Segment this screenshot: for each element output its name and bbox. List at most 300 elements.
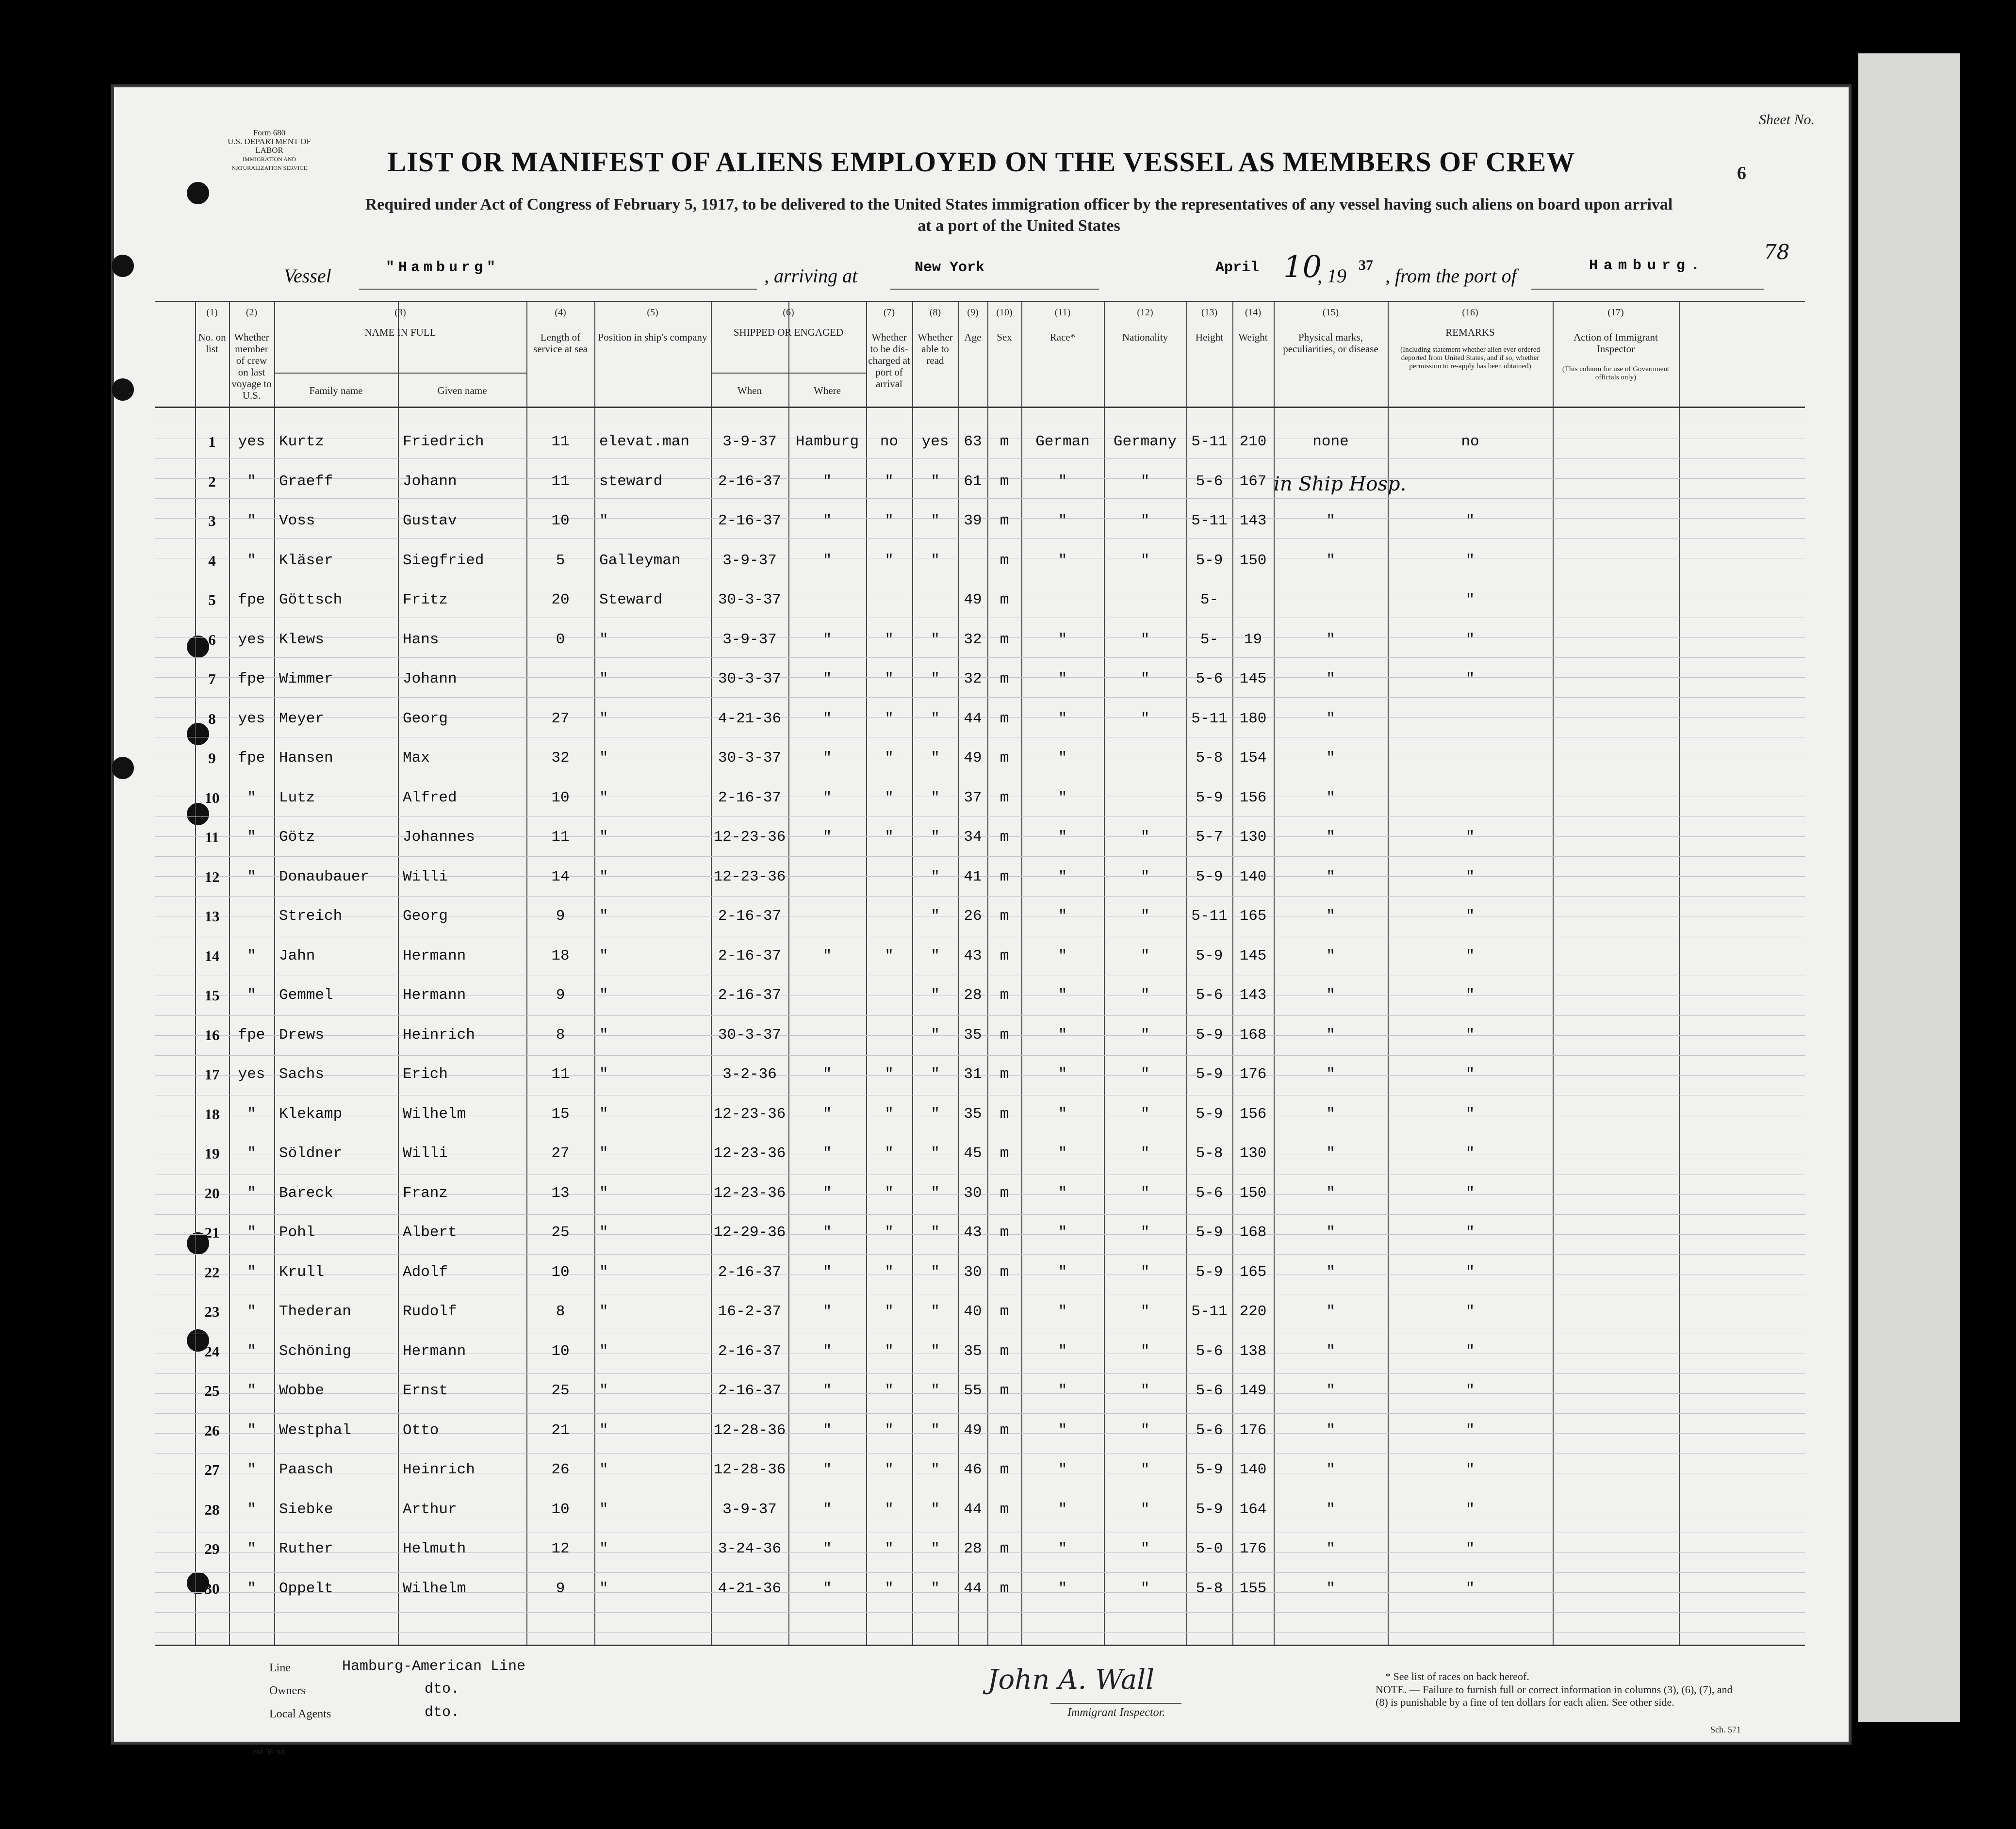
cell-position: "	[599, 1540, 608, 1557]
cell-marks: "	[1326, 1066, 1335, 1083]
cell-given: Siegfried	[403, 552, 484, 569]
cell-nationality: "	[1140, 1066, 1150, 1083]
cell-height: 5-6	[1196, 1342, 1223, 1360]
table-row	[155, 1145, 1679, 1174]
binder-hole	[112, 255, 134, 277]
cell-sex: m	[1000, 591, 1009, 608]
column-header: Age	[964, 331, 982, 343]
cell-weight: 154	[1239, 750, 1267, 767]
cell-sex: m	[1000, 1184, 1009, 1202]
cell-discharged: "	[885, 1421, 894, 1439]
cell-no: 19	[204, 1145, 220, 1162]
cell-family: Kurtz	[279, 433, 325, 450]
port-underline	[890, 289, 1099, 290]
column-number: (9)	[967, 307, 979, 318]
cell-when: 30-3-37	[718, 750, 782, 767]
cell-given: Adolf	[403, 1263, 448, 1281]
cell-crew: fpe	[238, 670, 265, 687]
cell-given: Heinrich	[403, 1026, 475, 1044]
cell-height: 5-9	[1196, 1461, 1223, 1478]
cell-read: "	[931, 829, 940, 846]
cell-discharged: "	[885, 1145, 894, 1162]
cell-height: 5-11	[1191, 908, 1228, 925]
column-number: (12)	[1137, 307, 1153, 318]
cell-where: "	[822, 1066, 832, 1083]
cell-weight: 19	[1244, 631, 1262, 648]
cell-race: "	[1058, 908, 1067, 925]
table-row	[155, 750, 1679, 779]
cell-remarks: "	[1465, 552, 1475, 569]
cell-remarks: "	[1465, 1066, 1475, 1083]
from-underline	[1531, 289, 1764, 290]
cell-sex: m	[1000, 1105, 1009, 1123]
cell-marks: "	[1326, 908, 1335, 925]
vessel-underline	[359, 289, 757, 290]
cell-where: "	[822, 1501, 832, 1518]
cell-discharged: "	[885, 1066, 894, 1083]
cell-height: 5-9	[1196, 1224, 1223, 1241]
cell-position: "	[599, 868, 608, 885]
cell-age: 55	[964, 1382, 982, 1399]
cell-sex: m	[1000, 789, 1009, 806]
cell-race: "	[1058, 1303, 1067, 1320]
table-row	[155, 670, 1679, 700]
cell-weight: 145	[1239, 947, 1267, 964]
cell-remarks: "	[1465, 591, 1475, 608]
footer-rule	[155, 1645, 1805, 1646]
cell-weight: 165	[1239, 1263, 1267, 1281]
line-value: Hamburg-American Line	[342, 1658, 526, 1675]
cell-marks: "	[1326, 1145, 1335, 1162]
cell-crew: "	[247, 552, 256, 569]
ruled-line	[155, 1214, 1805, 1215]
cell-age: 35	[964, 1105, 982, 1123]
cell-race: "	[1058, 1540, 1067, 1557]
cell-age: 31	[964, 1066, 982, 1083]
table-row	[155, 1264, 1679, 1293]
cell-nationality: "	[1140, 1026, 1150, 1044]
cell-service: 10	[551, 1501, 570, 1518]
cell-when: 2-16-37	[718, 908, 782, 925]
subheader-when: When	[737, 385, 762, 396]
cell-no: 13	[204, 908, 220, 925]
cell-sex: m	[1000, 1382, 1009, 1399]
cell-read: "	[931, 1105, 940, 1123]
cell-crew: "	[247, 1342, 256, 1360]
cell-height: 5-8	[1196, 1145, 1223, 1162]
cell-read: "	[931, 512, 940, 529]
cell-weight: 167	[1239, 473, 1267, 490]
cell-nationality: "	[1140, 1461, 1150, 1478]
cell-no: 7	[208, 670, 216, 687]
cell-height: 5-7	[1196, 829, 1223, 846]
cell-service: 26	[551, 1461, 570, 1478]
cell-marks: "	[1326, 750, 1335, 767]
cell-remarks: "	[1465, 868, 1475, 885]
cell-when: 12-23-36	[713, 1145, 786, 1162]
cell-remarks: "	[1465, 1580, 1475, 1597]
cell-where: "	[822, 947, 832, 964]
cell-sex: m	[1000, 1026, 1009, 1044]
cell-crew: yes	[238, 631, 265, 648]
cell-race: "	[1058, 1026, 1067, 1044]
cell-weight: 180	[1239, 710, 1267, 727]
cell-marks: "	[1326, 631, 1335, 648]
cell-crew: "	[247, 1145, 256, 1162]
cell-race: "	[1058, 473, 1067, 490]
cell-marks: "	[1326, 1580, 1335, 1597]
cell-discharged: "	[885, 473, 894, 490]
cell-when: 2-16-37	[718, 789, 782, 806]
cell-given: Willi	[403, 1145, 448, 1162]
cell-nationality: "	[1140, 512, 1150, 529]
table-row	[155, 552, 1679, 581]
cell-marks: "	[1326, 512, 1335, 529]
cell-when: 3-24-36	[718, 1540, 782, 1557]
cell-nationality: "	[1140, 1224, 1150, 1241]
cell-when: 2-16-37	[718, 512, 782, 529]
cell-service: 8	[556, 1026, 565, 1044]
cell-remarks: "	[1465, 1501, 1475, 1518]
column-header: Action of Immigrant Inspector	[1573, 331, 1658, 355]
column-header: Sex	[997, 331, 1012, 343]
cell-given: Franz	[403, 1184, 448, 1202]
cell-race: "	[1058, 552, 1067, 569]
cell-height: 5-0	[1196, 1540, 1223, 1557]
cell-height: 5-8	[1196, 750, 1223, 767]
cell-no: 16	[204, 1026, 220, 1044]
cell-age: 41	[964, 868, 982, 885]
sheet-number: 6	[1737, 163, 1746, 183]
cell-position: Galleyman	[599, 552, 681, 569]
cell-no: 6	[208, 631, 216, 648]
cell-remarks: "	[1465, 1145, 1475, 1162]
cell-family: Westphal	[279, 1421, 351, 1439]
cell-crew: "	[247, 1303, 256, 1320]
cell-where: "	[822, 789, 832, 806]
cell-weight: 165	[1239, 908, 1267, 925]
cell-given: Johannes	[403, 829, 475, 846]
cell-sex: m	[1000, 1461, 1009, 1478]
cell-crew: "	[247, 1421, 256, 1439]
cell-sex: m	[1000, 631, 1009, 648]
cell-read: "	[931, 1382, 940, 1399]
cell-read: "	[931, 987, 940, 1004]
cell-position: Steward	[599, 591, 663, 608]
table-row	[155, 473, 1679, 502]
cell-read: yes	[921, 433, 949, 450]
table-row	[155, 1422, 1679, 1451]
cell-given: Fritz	[403, 591, 448, 608]
table-row	[155, 1106, 1679, 1135]
cell-service: 11	[551, 433, 570, 450]
cell-where: "	[822, 473, 832, 490]
cell-weight: 176	[1239, 1540, 1267, 1557]
subheader-rule	[274, 373, 526, 374]
cell-when: 2-16-37	[718, 1382, 782, 1399]
cell-age: 26	[964, 908, 982, 925]
cell-position: "	[599, 1263, 608, 1281]
cell-given: Otto	[403, 1421, 439, 1439]
cell-race: "	[1058, 1224, 1067, 1241]
cell-height: 5-6	[1196, 1382, 1223, 1399]
cell-crew: yes	[238, 1066, 265, 1083]
column-header: Weight	[1238, 331, 1268, 343]
cell-age: 35	[964, 1026, 982, 1044]
cell-height: 5-6	[1196, 473, 1223, 490]
cell-age: 46	[964, 1461, 982, 1478]
cell-service: 0	[556, 631, 565, 648]
column-header: Whether able to read	[918, 331, 953, 366]
table-row	[155, 1461, 1679, 1490]
cell-family: Voss	[279, 512, 315, 529]
cell-remarks: "	[1465, 1224, 1475, 1241]
ruled-line	[155, 1572, 1805, 1573]
cell-height: 5-9	[1196, 1501, 1223, 1518]
cell-weight: 168	[1239, 1026, 1267, 1044]
binder-hole	[187, 182, 209, 204]
cell-given: Georg	[403, 710, 448, 727]
cell-age: 43	[964, 947, 982, 964]
subheader-family: Family name	[309, 385, 363, 396]
column-header: Position in ship's company	[598, 331, 707, 343]
cell-height: 5-	[1200, 591, 1219, 608]
cell-remarks: no	[1461, 433, 1479, 450]
column-number: (13)	[1201, 307, 1218, 318]
cell-marks: "	[1326, 1501, 1335, 1518]
cell-family: Bareck	[279, 1184, 333, 1202]
cell-age: 28	[964, 1540, 982, 1557]
penalty-note: NOTE. — Failure to furnish full or correct information in columns (3), (6), (7), and (8) is punishable by a fine of ten dollars for each alien. See other side.	[1376, 1683, 1733, 1708]
cell-sex: m	[1000, 1421, 1009, 1439]
cell-crew: "	[247, 868, 256, 885]
cell-remarks: "	[1465, 947, 1475, 964]
cell-nationality: "	[1140, 829, 1150, 846]
cell-read: "	[931, 1342, 940, 1360]
cell-where: "	[822, 670, 832, 687]
cell-weight: 176	[1239, 1066, 1267, 1083]
list-number: 78	[1764, 240, 1790, 264]
cell-service: 11	[551, 829, 570, 846]
cell-sex: m	[1000, 947, 1009, 964]
cell-service: 5	[556, 552, 565, 569]
cell-race: "	[1058, 1184, 1067, 1202]
column-header: NAME IN FULL	[364, 327, 436, 338]
cell-age: 49	[964, 750, 982, 767]
table-row	[155, 1343, 1679, 1372]
cell-remarks: "	[1465, 1026, 1475, 1044]
cell-race: German	[1035, 433, 1090, 450]
from-label: , from the port of	[1385, 265, 1517, 287]
cell-no: 21	[204, 1224, 220, 1241]
departure-port: Hamburg.	[1589, 258, 1706, 274]
cell-nationality: "	[1140, 1580, 1150, 1597]
cell-read: "	[931, 1145, 940, 1162]
cell-when: 12-23-36	[713, 868, 786, 885]
cell-age: 35	[964, 1342, 982, 1360]
cell-nationality: "	[1140, 987, 1150, 1004]
cell-where: "	[822, 512, 832, 529]
cell-discharged: "	[885, 789, 894, 806]
cell-height: 5-9	[1196, 1105, 1223, 1123]
cell-weight: 210	[1239, 433, 1267, 450]
cell-when: 4-21-36	[718, 1580, 782, 1597]
cell-crew: "	[247, 512, 256, 529]
cell-weight: 140	[1239, 868, 1267, 885]
owners-label: Owners	[269, 1684, 306, 1697]
cell-when: 2-16-37	[718, 1263, 782, 1281]
cell-nationality: "	[1140, 1421, 1150, 1439]
column-number: (4)	[555, 307, 566, 318]
cell-crew: fpe	[238, 1026, 265, 1044]
cell-given: Ernst	[403, 1382, 448, 1399]
cell-discharged: "	[885, 1540, 894, 1557]
cell-family: Paasch	[279, 1461, 333, 1478]
cell-family: Wobbe	[279, 1382, 325, 1399]
column-rule	[1679, 302, 1680, 1646]
ruled-line	[155, 1632, 1805, 1633]
cell-when: 16-2-37	[718, 1303, 782, 1320]
cell-nationality: "	[1140, 670, 1150, 687]
department-name: U.S. DEPARTMENT OF LABOR	[228, 137, 311, 155]
ruled-line	[155, 1254, 1805, 1255]
cell-sex: m	[1000, 868, 1009, 885]
cell-position: "	[599, 670, 608, 687]
cell-marks: "	[1326, 552, 1335, 569]
cell-nationality: "	[1140, 1382, 1150, 1399]
cell-family: Meyer	[279, 710, 325, 727]
cell-marks: "	[1326, 1540, 1335, 1557]
cell-remarks: "	[1465, 987, 1475, 1004]
cell-race: "	[1058, 1342, 1067, 1360]
cell-nationality: Germany	[1113, 433, 1177, 450]
cell-position: steward	[599, 473, 663, 490]
cell-position: "	[599, 1501, 608, 1518]
cell-when: 12-29-36	[713, 1224, 786, 1241]
cell-read: "	[931, 1066, 940, 1083]
cell-race: "	[1058, 710, 1067, 727]
cell-discharged: "	[885, 710, 894, 727]
cell-weight: 150	[1239, 552, 1267, 569]
cell-discharged: "	[885, 512, 894, 529]
cell-weight: 164	[1239, 1501, 1267, 1518]
cell-crew: "	[247, 1184, 256, 1202]
cell-remarks: "	[1465, 512, 1475, 529]
cell-family: Götz	[279, 829, 315, 846]
cell-weight: 176	[1239, 1421, 1267, 1439]
cell-weight: 140	[1239, 1461, 1267, 1478]
cell-when: 12-28-36	[713, 1461, 786, 1478]
cell-given: Hermann	[403, 987, 466, 1004]
cell-read: "	[931, 1421, 940, 1439]
cell-marks: "	[1326, 1026, 1335, 1044]
cell-family: Söldner	[279, 1145, 343, 1162]
cell-age: 37	[964, 789, 982, 806]
ruled-line	[155, 1612, 1805, 1613]
cell-crew: "	[247, 1540, 256, 1557]
remarks-note: (Including statement whether alien ever ordered deported from United States, and if so, whether permission to re-apply has been obtained)	[1400, 346, 1540, 370]
cell-marks: "	[1326, 1342, 1335, 1360]
cell-race: "	[1058, 868, 1067, 885]
cell-no: 18	[204, 1105, 220, 1123]
cell-read: "	[931, 908, 940, 925]
column-header: Whether member of crew on last voyage to U.S.	[231, 331, 272, 401]
cell-given: Max	[403, 750, 430, 767]
subtitle-line: Required under Act of Congress of February 5, 1917, to be delivered to the United States immigration officer by the representatives of any vessel having such aliens on board upon arrival	[365, 196, 1673, 213]
cell-read: "	[931, 1461, 940, 1478]
cell-given: Hans	[403, 631, 439, 648]
cell-remarks: "	[1465, 631, 1475, 648]
cell-service: 13	[551, 1184, 570, 1202]
column-number: (7)	[883, 307, 895, 318]
table-row	[155, 1027, 1679, 1056]
cell-discharged: "	[885, 750, 894, 767]
table-row	[155, 908, 1679, 937]
cell-family: Krull	[279, 1263, 325, 1281]
cell-position: "	[599, 750, 608, 767]
cell-position: "	[599, 947, 608, 964]
cell-discharged: no	[880, 433, 899, 450]
table-row	[155, 1066, 1679, 1095]
cell-position: "	[599, 908, 608, 925]
cell-sex: m	[1000, 670, 1009, 687]
column-header: Length of service at sea	[533, 331, 588, 355]
cell-read: "	[931, 1501, 940, 1518]
cell-age: 32	[964, 631, 982, 648]
cell-position: "	[599, 1382, 608, 1399]
cell-when: 2-16-37	[718, 947, 782, 964]
cell-family: Streich	[279, 908, 343, 925]
column-number: (16)	[1462, 307, 1478, 318]
cell-no: 20	[204, 1184, 220, 1202]
cell-crew: "	[247, 1382, 256, 1399]
cell-discharged: "	[885, 670, 894, 687]
cell-height: 5-	[1200, 631, 1219, 648]
cell-nationality: "	[1140, 1342, 1150, 1360]
form-number: Form 680	[253, 128, 286, 137]
cell-family: Pohl	[279, 1224, 315, 1241]
cell-nationality: "	[1140, 552, 1150, 569]
cell-read: "	[931, 789, 940, 806]
cell-remarks: "	[1465, 1105, 1475, 1123]
cell-service: 18	[551, 947, 570, 964]
table-row	[155, 829, 1679, 858]
cell-family: Kläser	[279, 552, 333, 569]
cell-race: "	[1058, 1421, 1067, 1439]
table-row	[155, 433, 1679, 462]
cell-where: "	[822, 1224, 832, 1241]
cell-no: 25	[204, 1382, 220, 1399]
cell-where: Hamburg	[795, 433, 859, 450]
cell-when: 12-23-36	[713, 1105, 786, 1123]
page-title: LIST OR MANIFEST OF ALIENS EMPLOYED ON THE VESSEL AS MEMBERS OF CREW	[387, 146, 1575, 178]
cell-remarks: "	[1465, 1184, 1475, 1202]
column-header: Height	[1195, 331, 1224, 343]
agents-label: Local Agents	[269, 1708, 331, 1720]
cell-marks: "	[1326, 829, 1335, 846]
cell-family: Siebke	[279, 1501, 333, 1518]
cell-age: 30	[964, 1263, 982, 1281]
cell-remarks: "	[1465, 1303, 1475, 1320]
cell-height: 5-6	[1196, 987, 1223, 1004]
cell-position: "	[599, 1026, 608, 1044]
cell-given: Johann	[403, 670, 457, 687]
cell-race: "	[1058, 631, 1067, 648]
binder-hole	[112, 378, 134, 401]
cell-given: Alfred	[403, 789, 457, 806]
cell-service: 8	[556, 1303, 565, 1320]
column-number: (15)	[1322, 307, 1339, 318]
